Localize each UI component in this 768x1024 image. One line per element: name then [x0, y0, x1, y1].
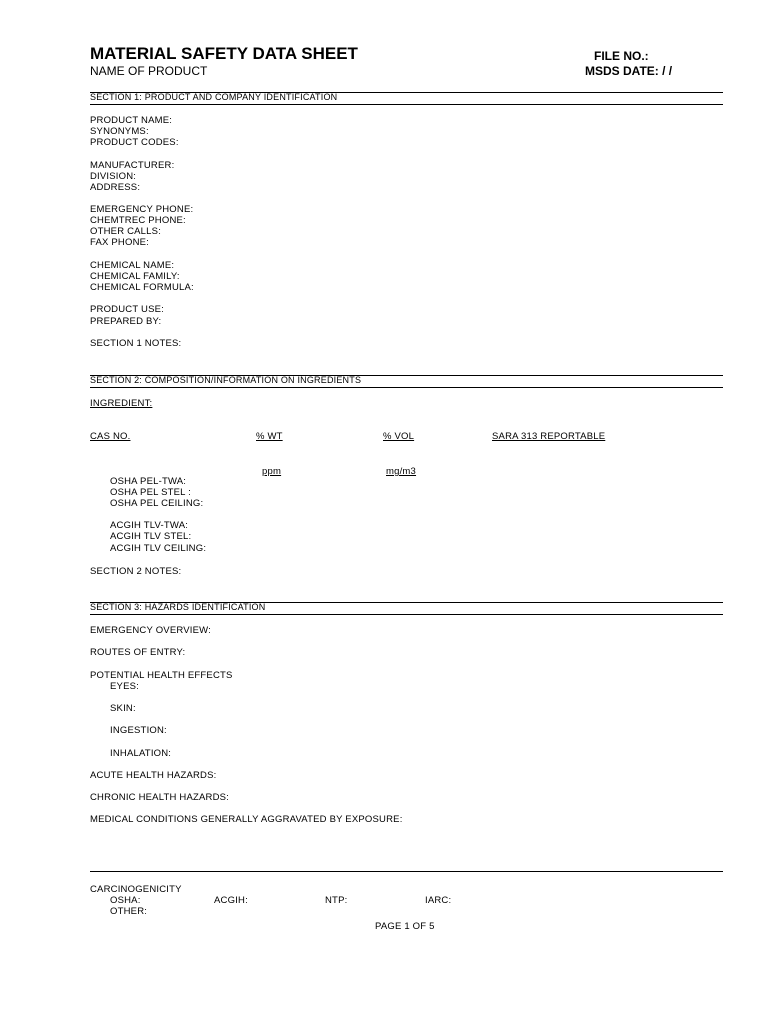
carcinogenicity-other: OTHER:: [110, 906, 148, 917]
acgih-tlv-stel: ACGIH TLV STEL:: [110, 531, 192, 542]
routes-of-entry: ROUTES OF ENTRY:: [90, 647, 186, 658]
ingredient-label: INGREDIENT:: [90, 398, 153, 409]
ingestion-field: INGESTION:: [110, 725, 167, 736]
product-name-field: PRODUCT NAME:: [90, 115, 173, 126]
synonyms-field: SYNONYMS:: [90, 126, 149, 137]
section-1-notes: SECTION 1 NOTES:: [90, 338, 182, 349]
section-3-heading: SECTION 3: HAZARDS IDENTIFICATION: [90, 602, 266, 612]
chemical-family-field: CHEMICAL FAMILY:: [90, 271, 180, 282]
other-calls-field: OTHER CALLS:: [90, 226, 162, 237]
carcinogenicity-iarc: IARC:: [425, 895, 452, 906]
prepared-by-field: PREPARED BY:: [90, 316, 162, 327]
section-2-notes: SECTION 2 NOTES:: [90, 566, 182, 577]
product-use-field: PRODUCT USE:: [90, 304, 165, 315]
acgih-tlv-ceiling: ACGIH TLV CEILING:: [110, 543, 207, 554]
msds-date-label: MSDS DATE: / /: [585, 64, 673, 78]
unit-mg-m3: mg/m3: [386, 466, 417, 477]
fax-phone-field: FAX PHONE:: [90, 237, 150, 248]
file-no-label: FILE NO.:: [594, 49, 649, 63]
section-3-header: [90, 602, 723, 615]
chronic-health-hazards: CHRONIC HEALTH HAZARDS:: [90, 792, 230, 803]
unit-ppm: ppm: [262, 466, 282, 477]
eyes-field: EYES:: [110, 681, 139, 692]
section-2-heading: SECTION 2: COMPOSITION/INFORMATION ON INGREDIENTS: [90, 375, 362, 385]
document-title: MATERIAL SAFETY DATA SHEET: [90, 44, 358, 63]
section-1-header: [90, 92, 723, 105]
medical-conditions: MEDICAL CONDITIONS GENERALLY AGGRAVATED BY EXPOSURE:: [90, 814, 403, 825]
product-codes-field: PRODUCT CODES:: [90, 137, 179, 148]
col-sara-313: SARA 313 REPORTABLE: [492, 431, 606, 442]
section-1-heading: SECTION 1: PRODUCT AND COMPANY IDENTIFICATION: [90, 92, 338, 102]
emergency-phone-field: EMERGENCY PHONE:: [90, 204, 194, 215]
col-pct-vol: % VOL: [383, 431, 415, 442]
skin-field: SKIN:: [110, 703, 136, 714]
address-field: ADDRESS:: [90, 182, 141, 193]
product-name-subtitle: NAME OF PRODUCT: [90, 64, 208, 78]
osha-pel-ceiling: OSHA PEL CEILING:: [110, 498, 204, 509]
potential-health-effects: POTENTIAL HEALTH EFFECTS: [90, 670, 233, 681]
carcinogenicity-label: CARCINOGENICITY: [90, 884, 182, 895]
carcinogenicity-osha: OSHA:: [110, 895, 141, 906]
col-pct-wt: % WT: [256, 431, 283, 442]
col-cas-no: CAS NO.: [90, 431, 131, 442]
manufacturer-field: MANUFACTURER:: [90, 160, 175, 171]
carcinogenicity-acgih: ACGIH:: [214, 895, 248, 906]
chemical-formula-field: CHEMICAL FORMULA:: [90, 282, 194, 293]
chemtrec-phone-field: CHEMTREC PHONE:: [90, 215, 186, 226]
acute-health-hazards: ACUTE HEALTH HAZARDS:: [90, 770, 217, 781]
emergency-overview: EMERGENCY OVERVIEW:: [90, 625, 211, 636]
division-field: DIVISION:: [90, 171, 137, 182]
page-number: PAGE 1 OF 5: [375, 921, 435, 932]
carcinogenicity-ntp: NTP:: [325, 895, 348, 906]
section-2-header: [90, 375, 723, 388]
divider-line: [90, 871, 723, 872]
acgih-tlv-twa: ACGIH TLV-TWA:: [110, 520, 189, 531]
osha-pel-twa: OSHA PEL-TWA:: [110, 476, 187, 487]
osha-pel-stel: OSHA PEL STEL :: [110, 487, 191, 498]
inhalation-field: INHALATION:: [110, 748, 172, 759]
chemical-name-field: CHEMICAL NAME:: [90, 260, 175, 271]
